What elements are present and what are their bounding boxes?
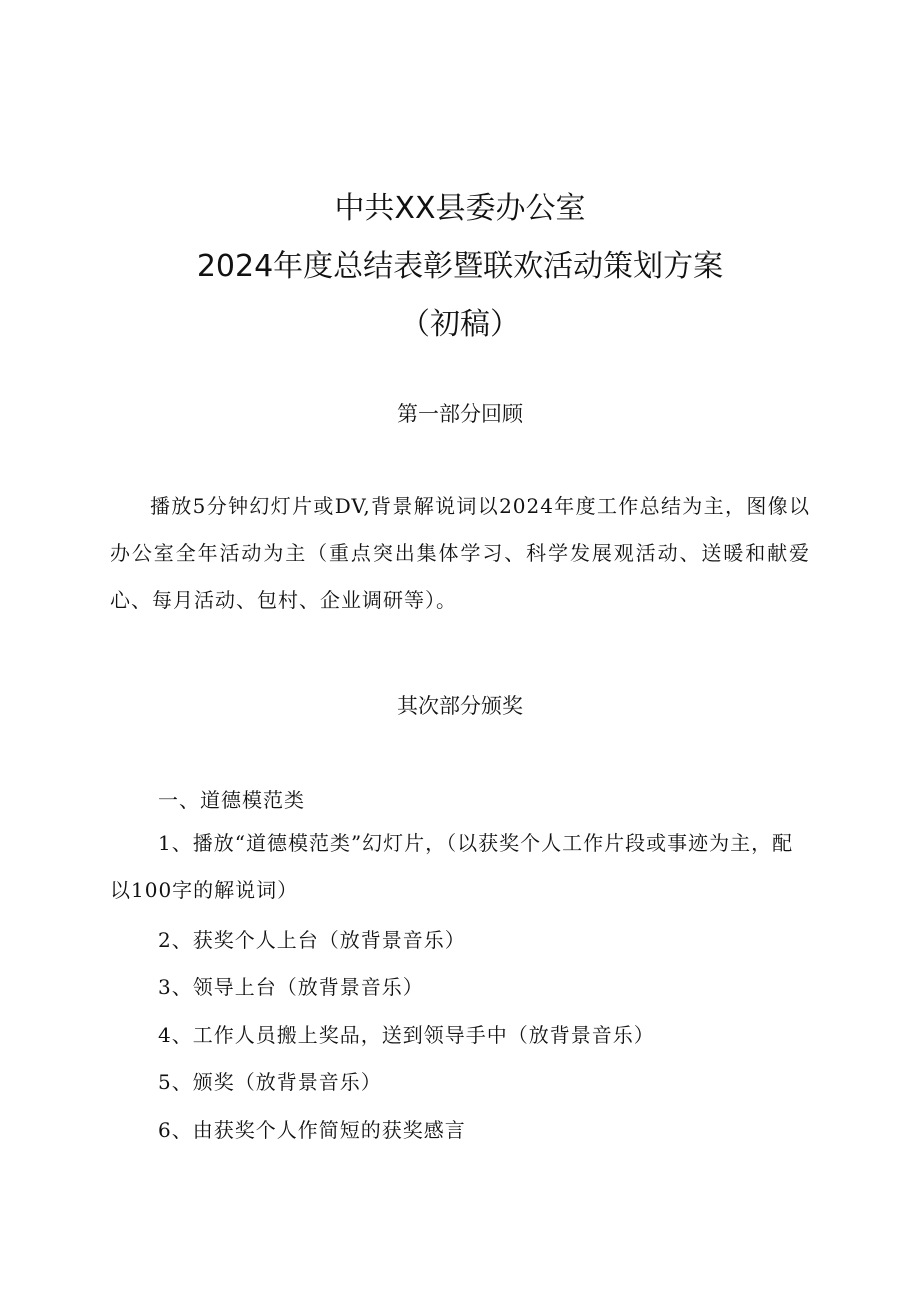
category-heading: 一、道德模范类 (158, 788, 305, 812)
list-item: 3、领导上台（放背景音乐） (158, 975, 424, 999)
title-line-2: 2024年度总结表彰暨联欢活动策划方案 (196, 249, 724, 284)
list-item: 4、工作人员搬上奖品，送到领导手中（放背景音乐） (158, 1023, 655, 1047)
title-line-3: （初稿） (400, 307, 520, 342)
list-item: 6、由获奖个人作简短的获奖感言 (158, 1118, 466, 1142)
title-line-1: 中共XX县委办公室 (334, 191, 586, 226)
part1-paragraph: 播放5分钟幻灯片或DV,背景解说词以2024年度工作总结为主，图像以办公室全年活动为主（重点突出集体学习、科学发展观活动、送暖和献爱心、每月活动、包村、企业调研等）。 (110, 494, 810, 612)
document-title (0, 180, 920, 354)
list-item: 5、颁奖（放背景音乐） (158, 1070, 382, 1094)
section-heading-part1: 第一部分回顾 (397, 402, 523, 426)
section-heading-part2: 其次部分颁奖 (397, 694, 523, 718)
list-item: 2、获奖个人上台（放背景音乐） (158, 928, 466, 952)
list-item: 1、播放“道德模范类”幻灯片，（以获奖个人工作片段或事迹为主，配以100字的解说词） (110, 831, 794, 902)
